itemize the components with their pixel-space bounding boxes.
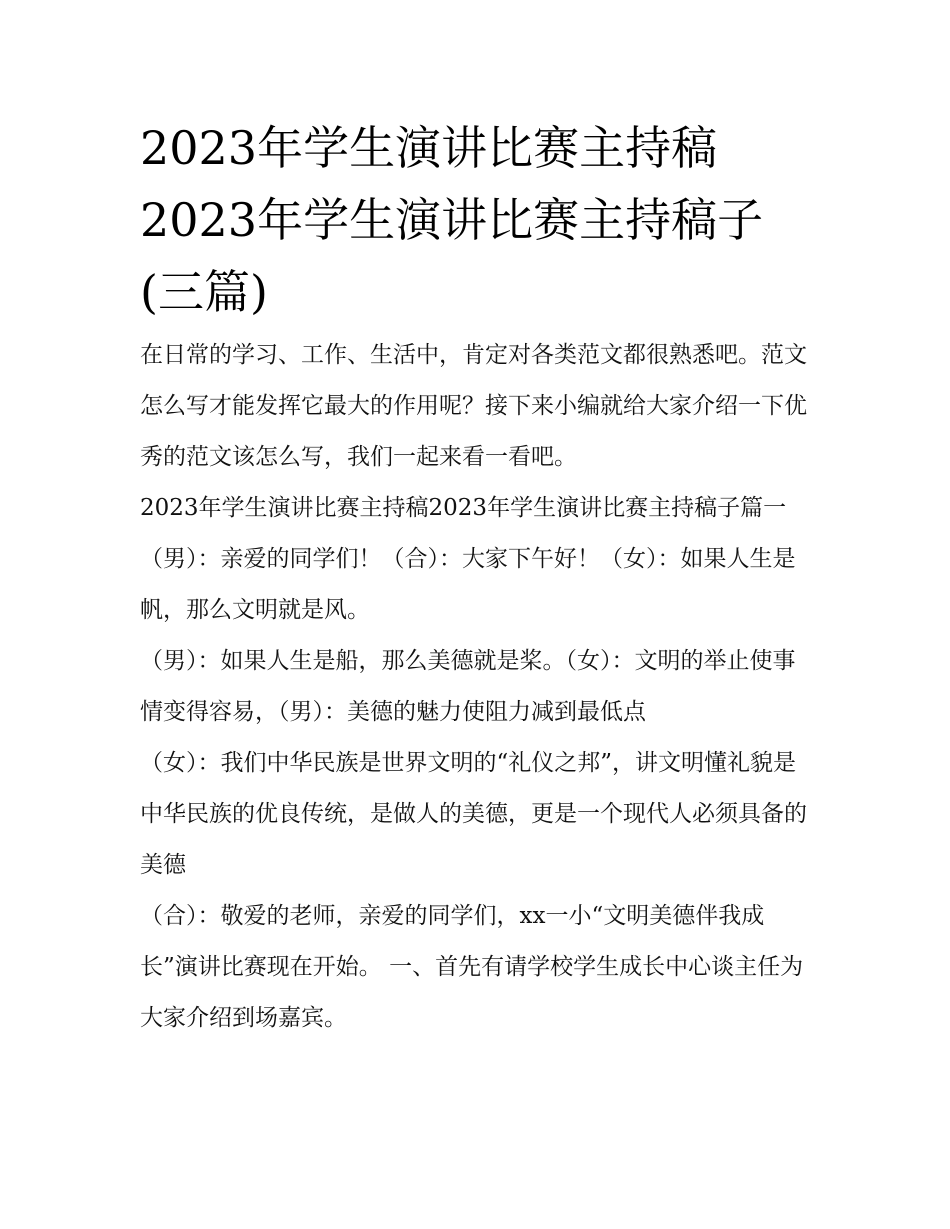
- paragraph-opening: 2023年学生演讲比赛主持稿2023年学生演讲比赛主持稿子篇一（男）：亲爱的同学们！（合）：大家下午好！（女）：如果人生是帆，那么文明就是风。: [140, 495, 796, 623]
- document-title: 2023年学生演讲比赛主持稿2023年学生演讲比赛主持稿子(三篇): [140, 121, 764, 319]
- paragraph-virtue: （男）：如果人生是船，那么美德就是桨。（女）：文明的举止使事情变得容易，（男）：美德的魅力使阻力减到最低点: [140, 648, 796, 725]
- paragraph-intro: 在日常的学习、工作、生活中，肯定对各类范文都很熟悉吧。范文怎么写才能发挥它最大的作用呢？接下来小编就给大家介绍一下优秀的范文该怎么写，我们一起来看一看吧。: [140, 342, 807, 470]
- paragraph-start: （合）：敬爱的老师，亲爱的同学们，xx一小“文明美德伴我成长”演讲比赛现在开始。 一、首先有请学校学生成长中心谈主任为大家介绍到场嘉宾。: [140, 903, 804, 1031]
- document-content: [140, 112, 815, 1044]
- paragraph-tradition: （女）：我们中华民族是世界文明的“礼仪之邦”，讲文明懂礼貌是中华民族的优良传统，是做人的美德，更是一个现代人必须具备的美德: [140, 750, 807, 878]
